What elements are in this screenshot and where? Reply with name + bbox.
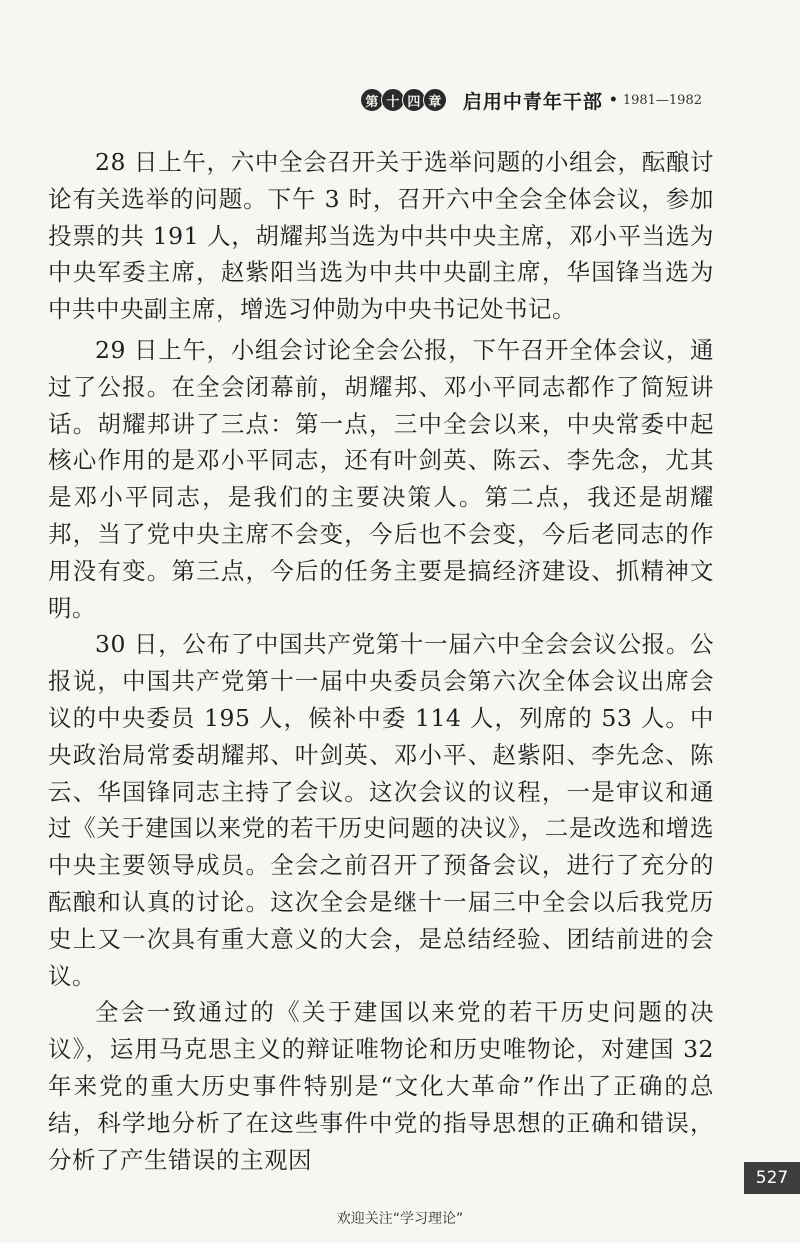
chapter-char: 四 [402,88,426,112]
paragraph: 28 日上午，六中全会召开关于选举问题的小组会，酝酿讨论有关选举的问题。下午 3 时，召开六中全会全体会议，参加投票的共 191 人，胡耀邦当选为中共中央主席，邓小平当选为中央军委主席，赵紫阳当选为中共中央副主席，华国锋当选为中共中央副主席，增选习仲勋为中央书记处书记。 [48,148,714,324]
chapter-char: 十 [381,88,405,112]
running-header [360,84,702,116]
footer-note: 欢迎关注“学习理论” [336,1211,464,1227]
chapter-title: 启用中青年干部 [462,90,603,113]
paragraph: 全会一致通过的《关于建国以来党的若干历史问题的决议》，运用马克思主义的辩证唯物论和历史唯物论，对建国 32 年来党的重大历史事件特别是“文化大革命”作出了正确的总结，科学地分析了在这些事件中党的指导思想的正确和错误，分析了产生错误的主观因 [48,998,714,1174]
chapter-badge [360,88,447,112]
chapter-char: 第 [360,88,384,112]
paragraph: 29 日上午，小组会讨论全会公报，下午召开全体会议，通过了公报。在全会闭幕前，胡耀邦、邓小平同志都作了简短讲话。胡耀邦讲了三点：第一点，三中全会以来，中央常委中起核心作用的是邓小平同志，还有叶剑英、陈云、李先念，尤其是邓小平同志，是我们的主要决策人。第二点，我还是胡耀邦，当了党中央主席不会变，今后也不会变，今后老同志的作用没有变。第三点，今后的任务主要是搞经济建设、抓精神文明。 [48,335,714,622]
body-text [48,144,714,1178]
chapter-years: 1981—1982 [622,92,702,108]
separator-dot: • [608,92,618,108]
page-number: 527 [744,1162,800,1194]
paragraph: 30 日，公布了中国共产党第十一届六中全会会议公报。公报说，中国共产党第十一届中央委员会第六次全体会议出席会议的中央委员 195 人，候补中委 114 人，列席的 53 人。中央政治局常委胡耀邦、叶剑英、邓小平、赵紫阳、李先念、陈云、华国锋同志主持了会议。这次会议的议程，一是审议和通过《关于建国以来党的若干历史问题的决议》，二是改选和增选中央主要领导成员。全会之前召开了预备会议，进行了充分的酝酿和认真的讨论。这次全会是继十一届三中全会以后我党历史上又一次具有重大意义的大会，是总结经验、团结前进的会议。 [48,630,714,990]
chapter-char: 章 [423,88,447,112]
